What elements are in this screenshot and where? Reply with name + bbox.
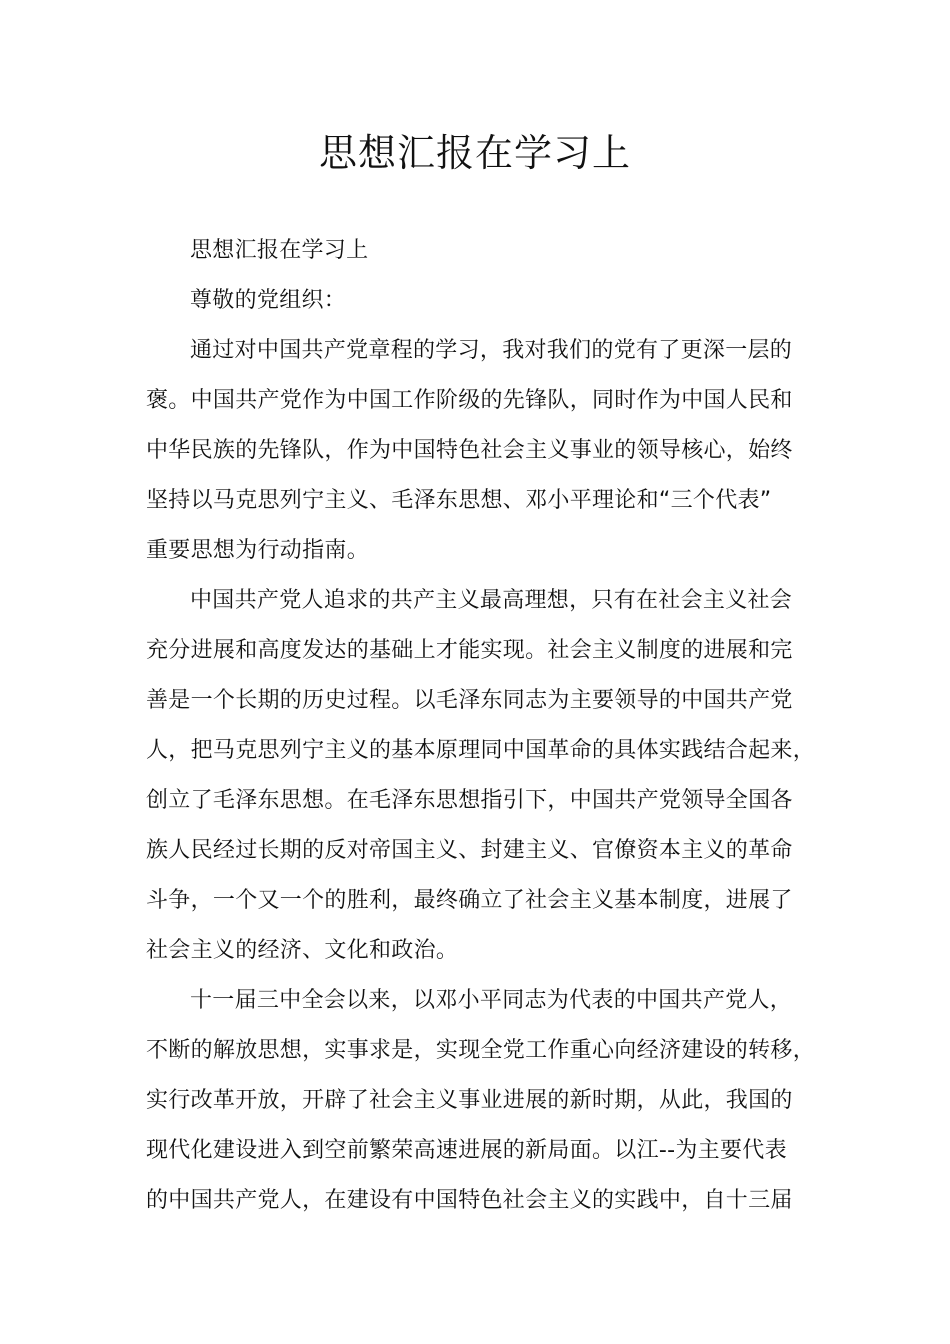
paragraph-line: 通过对中国共产党章程的学习，我对我们的党有了更深一层的 (190, 338, 793, 363)
paragraph-line: 人，把马克思列宁主义的基本原理同中国革命的具体实践结合起来， (146, 738, 816, 763)
paragraph-line: 十一届三中全会以来，以邓小平同志为代表的中国共产党人， (190, 988, 793, 1013)
paragraph-1 (146, 326, 816, 576)
paragraph-line: 善是一个长期的历史过程。以毛泽东同志为主要领导的中国共产党 (146, 688, 793, 713)
document-title: 思想汇报在学习上 (318, 131, 631, 175)
paragraph-line: 创立了毛泽东思想。在毛泽东思想指引下，中国共产党领导全国各 (146, 788, 793, 813)
paragraph-line: 社会主义的经济、文化和政治。 (146, 938, 459, 963)
paragraph-3 (146, 976, 816, 1226)
paragraph-line: 族人民经过长期的反对帝国主义、封建主义、官僚资本主义的革命 (146, 838, 793, 863)
paragraph-2 (146, 576, 816, 976)
paragraph-line: 不断的解放思想，实事求是，实现全党工作重心向经济建设的转移， (146, 1038, 816, 1063)
paragraph-line: 重要思想为行动指南。 (146, 538, 370, 563)
paragraph-line: 实行改革开放，开辟了社会主义事业进展的新时期，从此，我国的 (146, 1088, 793, 1113)
paragraph-line: 充分进展和高度发达的基础上才能实现。社会主义制度的进展和完 (146, 638, 793, 663)
paragraph-line: 斗争，一个又一个的胜利，最终确立了社会主义基本制度，进展了 (146, 888, 793, 913)
paragraph-line: 的中国共产党人，在建设有中国特色社会主义的实践中，自十三届 (146, 1188, 793, 1213)
paragraph-line: 现代化建设进入到空前繁荣高速进展的新局面。以江--为主要代表 (146, 1138, 787, 1163)
paragraph-line: 中国共产党人追求的共产主义最高理想，只有在社会主义社会 (190, 588, 793, 613)
paragraph-line: 褒。中国共产党作为中国工作阶级的先锋队，同时作为中国人民和 (146, 388, 793, 413)
paragraph-line: 坚持以马克思列宁主义、毛泽东思想、邓小平理论和“三个代表” (146, 488, 772, 513)
paragraph-line: 中华民族的先锋队，作为中国特色社会主义事业的领导核心，始终 (146, 438, 793, 463)
salutation-line: 尊敬的党组织： (190, 288, 347, 313)
subtitle-line: 思想汇报在学习上 (190, 238, 369, 263)
document-body (146, 226, 816, 1226)
